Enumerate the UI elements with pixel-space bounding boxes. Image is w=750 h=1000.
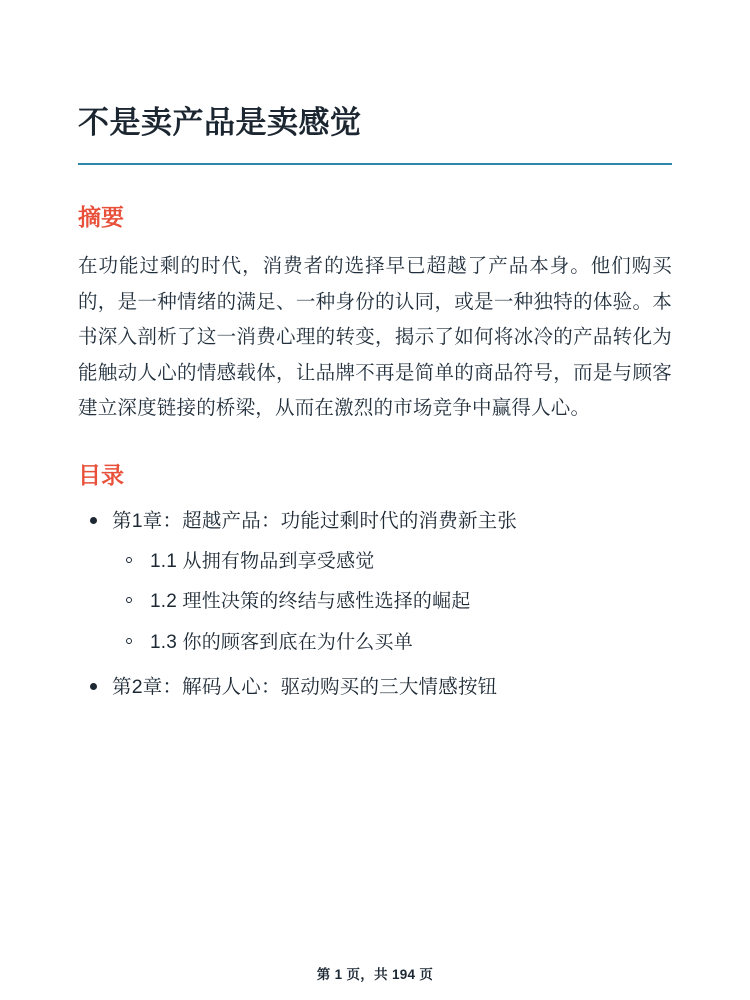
list-item[interactable]	[112, 547, 672, 577]
list-item[interactable]	[112, 628, 672, 658]
list-item[interactable]	[112, 587, 672, 617]
hollow-bullet-icon	[126, 597, 132, 603]
hollow-bullet-icon	[126, 557, 132, 563]
table-of-contents	[78, 506, 672, 703]
page-footer: 第 1 页，共 194 页	[316, 967, 434, 982]
title-divider	[78, 163, 672, 165]
hollow-bullet-icon	[126, 638, 132, 644]
list-item[interactable]	[78, 506, 672, 658]
list-item[interactable]	[78, 672, 672, 704]
toc-list	[78, 506, 672, 703]
page-title: 不是卖产品是卖感觉	[78, 105, 362, 140]
toc-sublist	[112, 547, 672, 658]
bullet-icon	[90, 683, 97, 690]
toc-section-label: 1.2 理性决策的终结与感性选择的崛起	[150, 591, 471, 613]
toc-section-label: 1.3 你的顾客到底在为什么买单	[150, 631, 413, 653]
toc-chapter-label: 第2章：解码人心：驱动购买的三大情感按钮	[112, 676, 498, 699]
bullet-icon	[90, 517, 97, 524]
abstract-heading: 摘要	[78, 204, 124, 231]
toc-chapter-label: 第1章：超越产品：功能过剩时代的消费新主张	[112, 510, 518, 533]
abstract-text: 在功能过剩的时代，消费者的选择早已超越了产品本身。他们购买的，是一种情绪的满足、一种身份的认同，或是一种独特的体验。本书深入剖析了这一消费心理的转变，揭示了如何将冰冷的产品转化为能触动人心的情感载体，让品牌不再是简单的商品符号，而是与顾客建立深度链接的桥梁，从而在激烈的市场竞争中赢得人心。	[78, 255, 672, 420]
toc-heading: 目录	[78, 461, 124, 488]
toc-section-label: 1.1 从拥有物品到享受感觉	[150, 550, 375, 572]
